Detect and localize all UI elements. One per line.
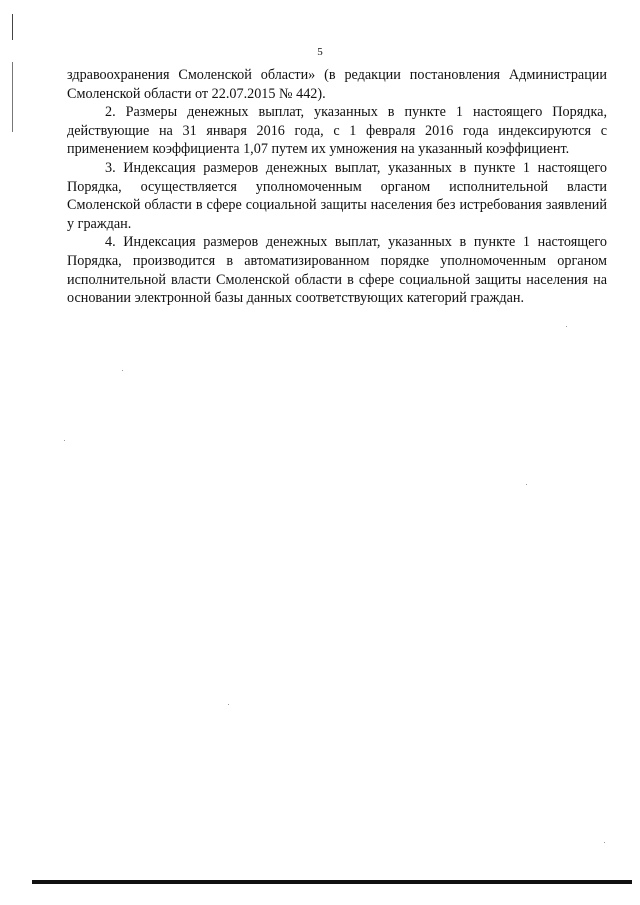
scan-speck: [566, 326, 567, 327]
paragraph-item-4: 4. Индексация размеров денежных выплат, указанных в пункте 1 настоящего Порядка, производится в автоматизированном порядке уполномоченным органом исполнительной власти Смоленской области в сфере социальной защиты населения на основании электронной базы данных соответствующих категорий граждан.: [67, 234, 607, 307]
scan-edge-mark: [12, 14, 13, 40]
page-number: 5: [317, 46, 323, 58]
paragraph-item-3: 3. Индексация размеров денежных выплат, указанных в пункте 1 настоящего Порядка, осуществляется уполномоченным органом исполнительной власти Смоленской области в сфере социальной защиты населения без истребования заявлений у граждан.: [67, 159, 607, 232]
scan-speck: [604, 842, 605, 843]
paragraph-item-2: 2. Размеры денежных выплат, указанных в пункте 1 настоящего Порядка, действующие на 31 января 2016 года, с 1 февраля 2016 года индексируются с применением коэффициента 1,07 путем их умножения на указанный коэффициент.: [67, 104, 607, 158]
scan-speck: [228, 704, 229, 705]
bottom-scan-border: [32, 880, 632, 884]
paragraph-continuation: здравоохранения Смоленской области» (в редакции постановления Администрации Смоленской области от 22.07.2015 № 442).: [67, 67, 607, 102]
scan-edge-mark: [12, 62, 13, 132]
scan-speck: [122, 370, 123, 371]
document-body: [67, 66, 607, 308]
scan-speck: [64, 440, 65, 441]
scan-speck: [526, 484, 527, 485]
